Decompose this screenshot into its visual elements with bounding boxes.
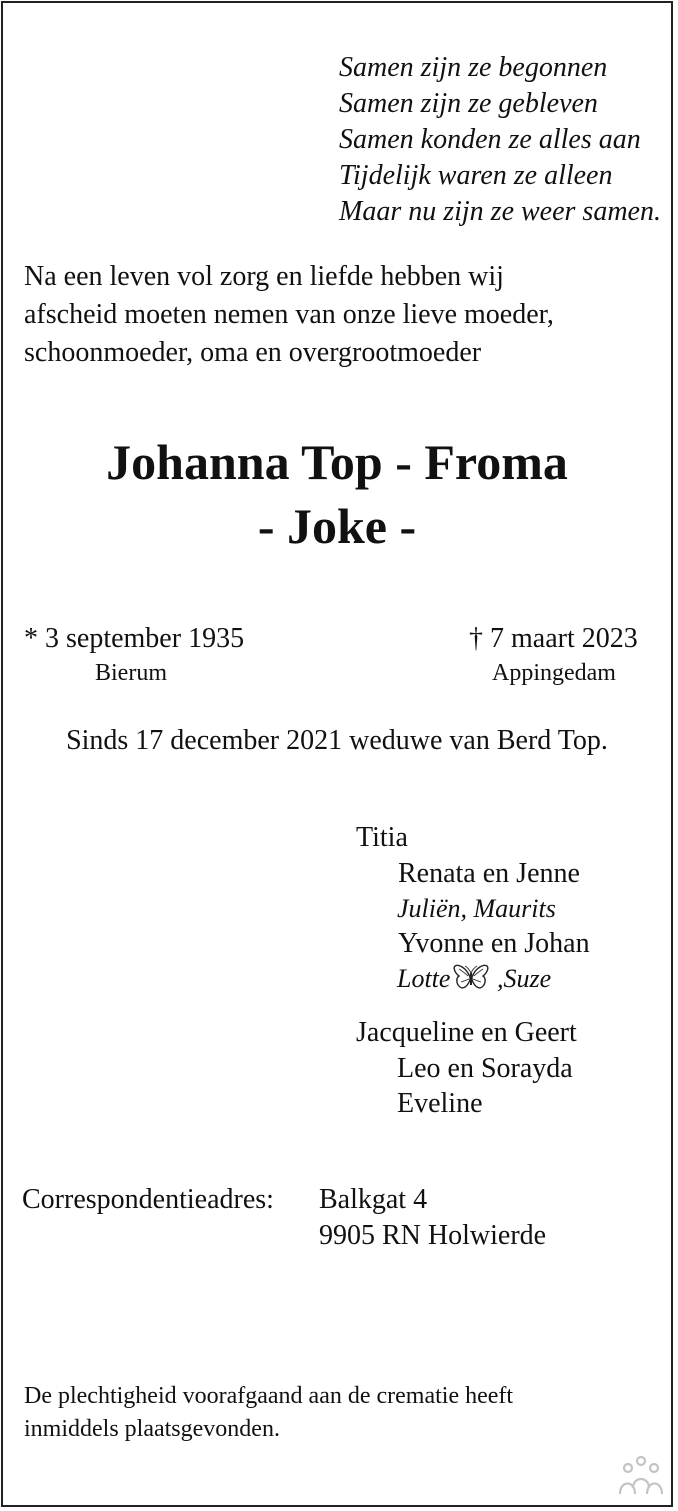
closing-text (24, 1380, 513, 1446)
family-grandchild: Renata en Jenne (398, 858, 580, 889)
intro-text (24, 258, 554, 372)
family-grandchild: Eveline (397, 1088, 483, 1119)
great-grandchild-name: Lotte (397, 964, 451, 993)
intro-line: afscheid moeten nemen van onze lieve moeder, (24, 299, 554, 330)
correspondence-city: 9905 RN Holwierde (319, 1220, 547, 1251)
poem-line: Samen zijn ze gebleven (339, 88, 598, 119)
intro-line: schoonmoeder, oma en overgrootmoeder (24, 337, 482, 368)
great-grandchild-name: ,Suze (490, 964, 552, 993)
death-place: Appingedam (492, 660, 616, 686)
birth-place: Bierum (95, 660, 167, 686)
poem-line: Samen konden ze alles aan (339, 124, 641, 155)
closing-line: inmiddels plaatsgevonden. (24, 1416, 280, 1442)
widow-line: Sinds 17 december 2021 weduwe van Berd Top. (66, 725, 608, 756)
death-date: † 7 maart 2023 (469, 623, 638, 654)
closing-line: De plechtigheid voorafgaand aan de crematie heeft (24, 1383, 514, 1409)
deceased-full-name: Johanna Top - Froma (106, 434, 568, 490)
poem-line: Samen zijn ze begonnen (339, 52, 608, 83)
poem-line: Maar nu zijn ze weer samen. (339, 196, 661, 227)
birth-date: * 3 september 1935 (24, 623, 245, 654)
intro-line: Na een leven vol zorg en liefde hebben wij (24, 261, 504, 292)
poem (339, 50, 661, 230)
family-child: Titia (356, 822, 408, 853)
poem-line: Tijdelijk waren ze alleen (339, 160, 613, 191)
correspondence-street: Balkgat 4 (319, 1184, 428, 1215)
family-great-grandchildren: Juliën, Maurits (397, 894, 556, 923)
family-child: Jacqueline en Geert (356, 1017, 577, 1048)
family-great-grandchildren (397, 963, 551, 1001)
deceased-nickname: - Joke - (257, 498, 417, 554)
people-group-logo-icon (618, 1454, 664, 1503)
butterfly-icon (452, 963, 490, 1001)
family-grandchild: Leo en Sorayda (397, 1053, 573, 1084)
correspondence-label: Correspondentieadres: (22, 1184, 274, 1215)
family-grandchild: Yvonne en Johan (398, 928, 590, 959)
